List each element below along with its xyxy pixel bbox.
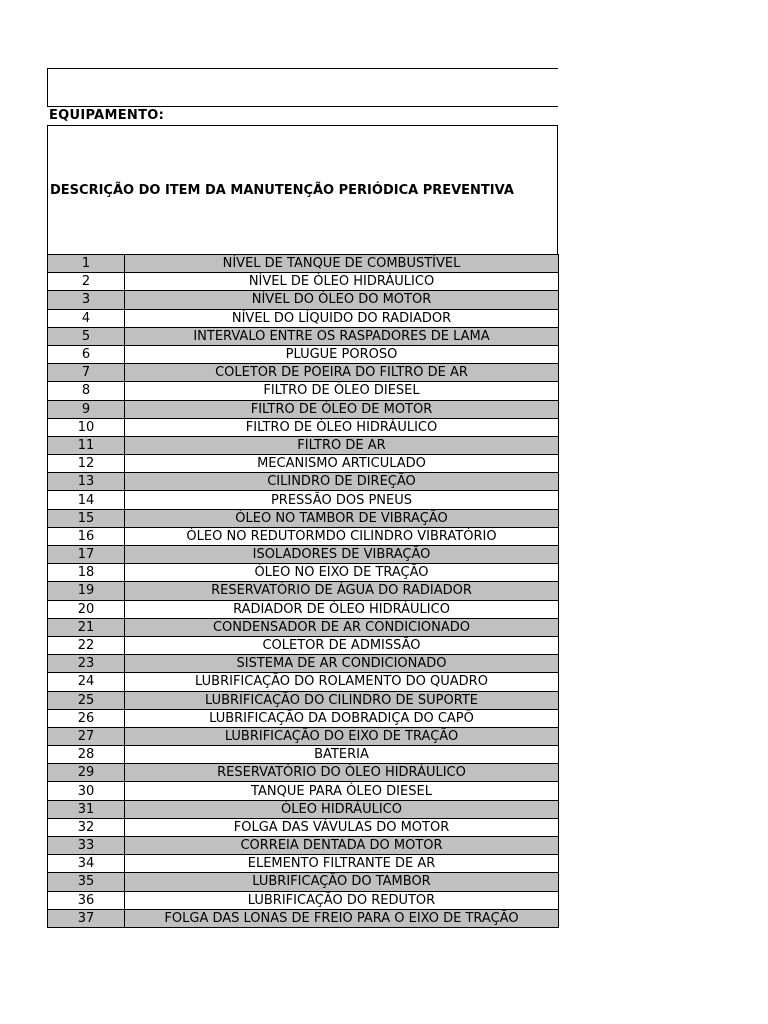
item-number: 6 [48,345,125,363]
item-number: 15 [48,509,125,527]
item-number: 16 [48,527,125,545]
item-number: 24 [48,673,125,691]
table-row [48,509,559,527]
item-description: ÓLEO NO TAMBOR DE VIBRAÇÃO [125,509,559,527]
item-number: 22 [48,636,125,654]
item-number: 5 [48,327,125,345]
item-number: 17 [48,546,125,564]
item-number: 3 [48,291,125,309]
items-table-body [48,255,559,928]
item-number: 30 [48,782,125,800]
item-description: COLETOR DE POEIRA DO FILTRO DE AR [125,364,559,382]
item-number: 1 [48,255,125,273]
item-number: 33 [48,837,125,855]
equipment-label: EQUIPAMENTO: [49,108,165,123]
description-header-text: DESCRIÇÃO DO ITEM DA MANUTENÇÃO PERIÓDICA PREVENTIVA [50,182,514,198]
item-description: ELEMENTO FILTRANTE DE AR [125,855,559,873]
item-number: 4 [48,309,125,327]
item-number: 7 [48,364,125,382]
item-description: LUBRIFICAÇÃO DO REDUTOR [125,891,559,909]
table-row [48,255,559,273]
table-row [48,673,559,691]
item-description: INTERVALO ENTRE OS RASPADORES DE LAMA [125,327,559,345]
table-row [48,527,559,545]
item-description: LUBRIFICAÇÃO DA DOBRADIÇA DO CAPÔ [125,709,559,727]
table-row [48,891,559,909]
table-row [48,455,559,473]
item-number: 28 [48,746,125,764]
item-number: 2 [48,273,125,291]
item-description: LUBRIFICAÇÃO DO EIXO DE TRAÇÃO [125,727,559,745]
table-row [48,400,559,418]
item-number: 31 [48,800,125,818]
table-row [48,618,559,636]
item-description: FILTRO DE ÓLEO HIDRÁULICO [125,418,559,436]
item-number: 35 [48,873,125,891]
item-number: 36 [48,891,125,909]
table-row [48,636,559,654]
table-row [48,309,559,327]
item-description: ISOLADORES DE VIBRAÇÃO [125,546,559,564]
table-row [48,855,559,873]
item-description: FOLGA DAS VÁVULAS DO MOTOR [125,818,559,836]
item-description: FILTRO DE ÓLEO DE MOTOR [125,400,559,418]
item-description: LUBRIFICAÇÃO DO TAMBOR [125,873,559,891]
table-row [48,818,559,836]
item-number: 10 [48,418,125,436]
item-description: FILTRO DE AR [125,436,559,454]
item-description: PLUGUE POROSO [125,345,559,363]
table-row [48,600,559,618]
maintenance-items-table [47,254,559,928]
table-row [48,436,559,454]
item-number: 8 [48,382,125,400]
table-row [48,491,559,509]
item-number: 11 [48,436,125,454]
item-number: 18 [48,564,125,582]
item-number: 13 [48,473,125,491]
item-number: 25 [48,691,125,709]
item-description: RESERVATÓRIO DE ÁGUA DO RADIADOR [125,582,559,600]
item-description: BATERIA [125,746,559,764]
maintenance-sheet [47,68,558,928]
item-number: 12 [48,455,125,473]
item-description: CILINDRO DE DIREÇÃO [125,473,559,491]
item-description: RESERVATÓRIO DO ÓLEO HIDRÁULICO [125,764,559,782]
table-row [48,782,559,800]
item-number: 37 [48,909,125,927]
item-description: ÓLEO NO EIXO DE TRAÇÃO [125,564,559,582]
item-description: NÍVEL DO ÓLEO DO MOTOR [125,291,559,309]
item-description: NÍVEL DO LÍQUIDO DO RADIADOR [125,309,559,327]
title-box [47,68,558,107]
table-row [48,582,559,600]
table-row [48,564,559,582]
item-number: 21 [48,618,125,636]
item-description: LUBRIFICAÇÃO DO ROLAMENTO DO QUADRO [125,673,559,691]
item-description: FILTRO DE ÓLEO DIESEL [125,382,559,400]
item-number: 27 [48,727,125,745]
table-row [48,691,559,709]
table-row [48,727,559,745]
item-number: 32 [48,818,125,836]
item-description: CORREIA DENTADA DO MOTOR [125,837,559,855]
table-row [48,364,559,382]
item-description: MECANISMO ARTICULADO [125,455,559,473]
item-number: 23 [48,655,125,673]
table-row [48,345,559,363]
item-description: LUBRIFICAÇÃO DO CILINDRO DE SUPORTE [125,691,559,709]
table-row [48,291,559,309]
item-description: COLETOR DE ADMISSÃO [125,636,559,654]
table-row [48,655,559,673]
item-description: PRESSÃO DOS PNEUS [125,491,559,509]
item-description: FOLGA DAS LONAS DE FREIO PARA O EIXO DE TRAÇÃO [125,909,559,927]
table-row [48,418,559,436]
item-description: NÍVEL DE ÓLEO HIDRÁULICO [125,273,559,291]
table-row [48,837,559,855]
item-number: 20 [48,600,125,618]
item-number: 26 [48,709,125,727]
table-row [48,746,559,764]
item-number: 19 [48,582,125,600]
table-row [48,764,559,782]
item-description: NÍVEL DE TANQUE DE COMBUSTÍVEL [125,255,559,273]
table-row [48,709,559,727]
item-description: CONDENSADOR DE AR CONDICIONADO [125,618,559,636]
description-header [47,125,558,255]
table-row [48,273,559,291]
table-row [48,800,559,818]
table-row [48,909,559,927]
item-description: TANQUE PARA ÓLEO DIESEL [125,782,559,800]
table-row [48,382,559,400]
table-row [48,546,559,564]
item-number: 9 [48,400,125,418]
item-description: ÓLEO HIDRÁULICO [125,800,559,818]
table-row [48,327,559,345]
item-description: RADIADOR DE ÓLEO HIDRÁULICO [125,600,559,618]
table-row [48,473,559,491]
item-number: 34 [48,855,125,873]
item-description: SISTEMA DE AR CONDICIONADO [125,655,559,673]
table-row [48,873,559,891]
item-number: 29 [48,764,125,782]
item-number: 14 [48,491,125,509]
item-description: ÓLEO NO REDUTORMDO CILINDRO VIBRATÓRIO [125,527,559,545]
